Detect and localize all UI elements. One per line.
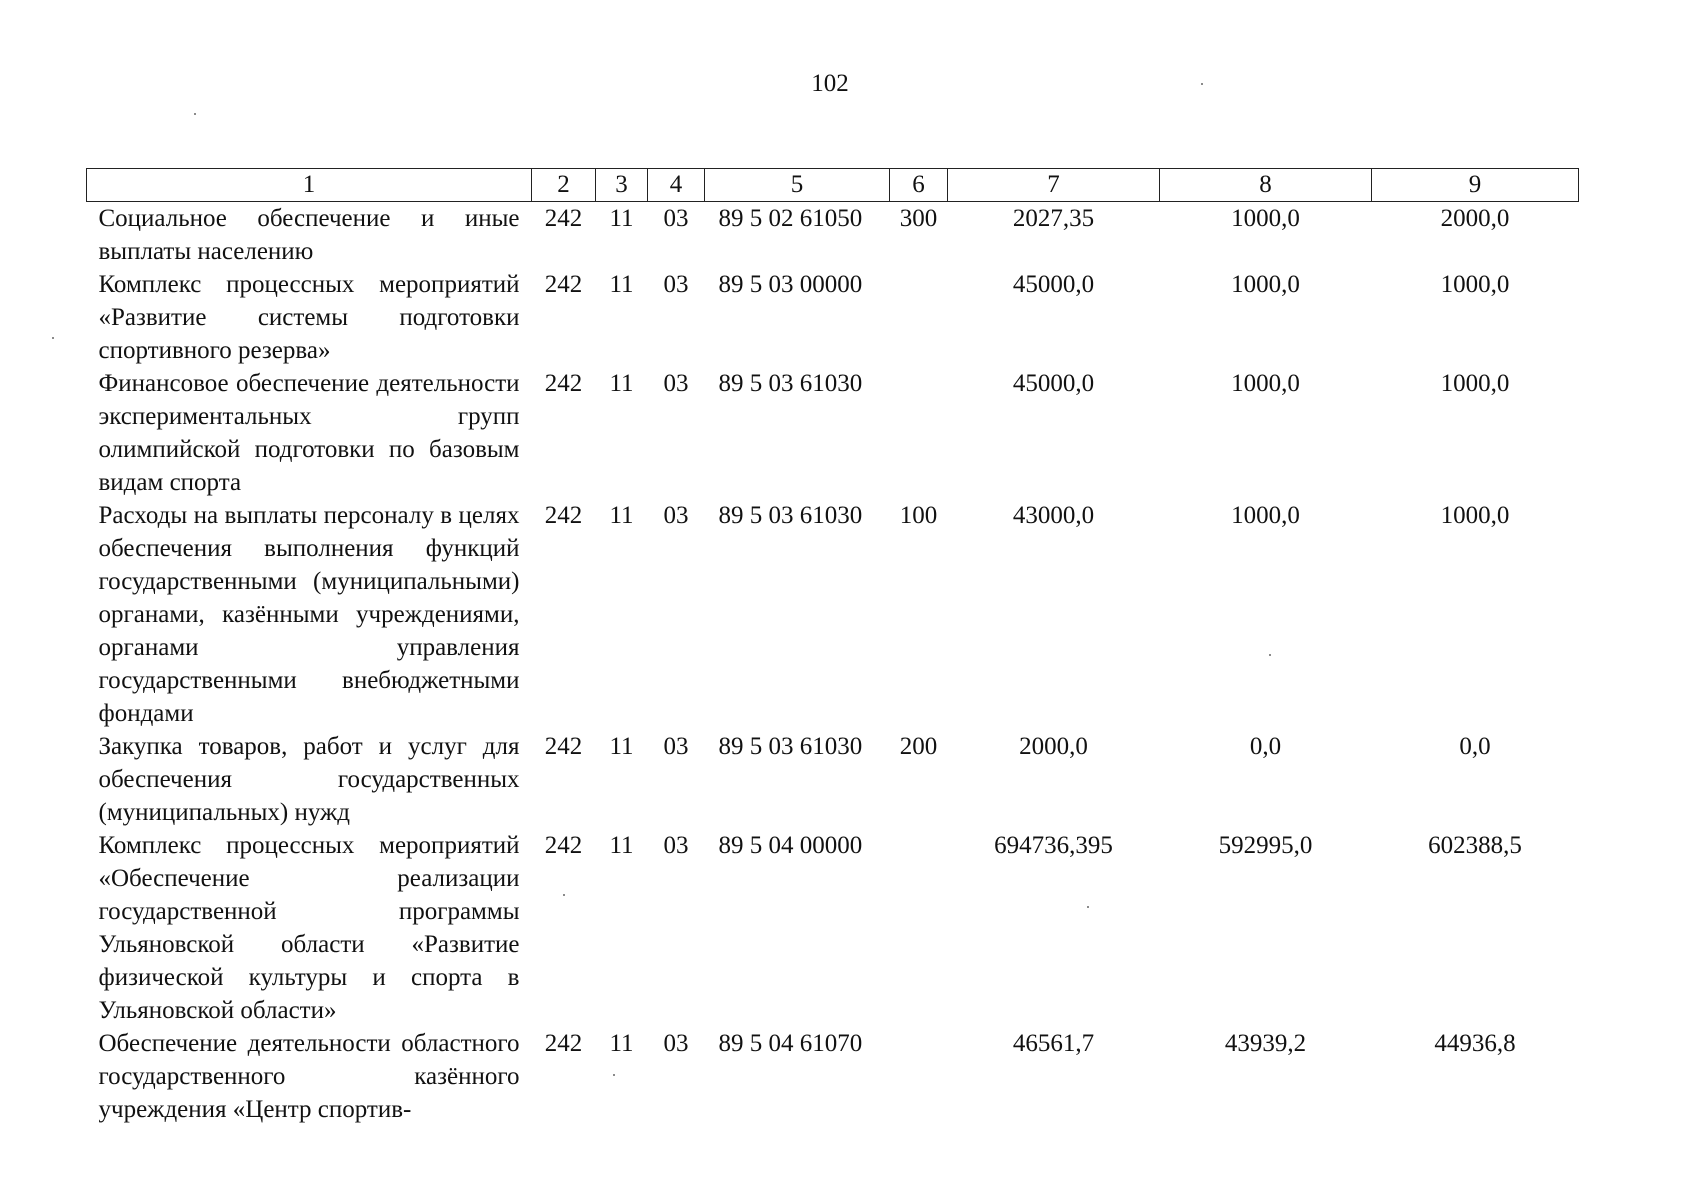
header-col-8: 8 <box>1160 169 1372 202</box>
header-col-5: 5 <box>705 169 890 202</box>
row-col-2: 242 <box>544 370 583 397</box>
row-col-3: 11 <box>609 733 634 760</box>
row-description: Закупка товаров, работ и услуг для обеспечения государственных (муниципальных) нужд <box>98 733 520 826</box>
row-description: Обеспечение деятельности областного государственного казённого учреждения «Центр спортив- <box>98 1030 520 1123</box>
row-col-9: 2000,0 <box>1440 205 1510 232</box>
row-col-6 <box>890 1027 948 1126</box>
row-col-3: 11 <box>609 271 634 298</box>
header-col-3: 3 <box>596 169 648 202</box>
row-description: Расходы на выплаты персоналу в целях обеспечения выполнения функций государственными (муниципальными) органами, казёнными учреждениями, органами управления государственными внебюджетными фондами <box>98 502 520 727</box>
row-col-5: 89 5 04 61070 <box>718 1030 863 1057</box>
page-number: 102 <box>811 70 849 97</box>
row-col-2: 242 <box>544 733 583 760</box>
header-row <box>87 169 1579 202</box>
row-col-6 <box>890 829 948 1027</box>
row-col-4: 03 <box>663 502 689 529</box>
row-col-6 <box>890 367 948 499</box>
row-col-9: 44936,8 <box>1434 1030 1516 1057</box>
row-col-7: 45000,0 <box>1012 271 1095 298</box>
row-col-5: 89 5 03 61030 <box>718 733 863 760</box>
row-col-7: 694736,395 <box>994 832 1113 859</box>
header-col-1: 1 <box>87 169 532 202</box>
row-col-6: 200 <box>899 733 938 760</box>
row-col-9: 602388,5 <box>1428 832 1522 859</box>
scan-speck <box>1269 654 1271 656</box>
row-col-5: 89 5 02 61050 <box>718 205 863 232</box>
row-col-7: 43000,0 <box>1012 502 1095 529</box>
row-col-5: 89 5 03 61030 <box>718 502 863 529</box>
row-col-6: 300 <box>899 205 938 232</box>
row-col-3: 11 <box>609 1030 634 1057</box>
scan-speck <box>1087 906 1089 908</box>
row-col-8: 1000,0 <box>1231 502 1300 529</box>
row-col-6 <box>890 268 948 367</box>
row-col-8: 1000,0 <box>1231 271 1300 298</box>
row-col-4: 03 <box>663 1030 689 1057</box>
row-col-2: 242 <box>544 205 583 232</box>
row-col-4: 03 <box>663 733 689 760</box>
table-row <box>87 268 1579 367</box>
row-col-4: 03 <box>663 271 689 298</box>
table-row <box>87 367 1579 499</box>
row-col-7: 2027,35 <box>1012 205 1095 232</box>
row-description: Финансовое обеспечение деятельности экспериментальных групп олимпийской подготовки по базовым видам спорта <box>98 370 520 496</box>
scan-speck <box>52 337 54 339</box>
scan-speck <box>194 113 196 115</box>
row-col-4: 03 <box>663 205 689 232</box>
row-col-3: 11 <box>609 832 634 859</box>
table-row <box>87 829 1579 1027</box>
table-row <box>87 1027 1579 1126</box>
row-col-8: 1000,0 <box>1231 205 1300 232</box>
table-row <box>87 499 1579 730</box>
row-col-8: 43939,2 <box>1224 1030 1307 1057</box>
row-col-8: 0,0 <box>1249 733 1282 760</box>
table-row <box>87 202 1579 269</box>
table-row <box>87 730 1579 829</box>
row-col-7: 46561,7 <box>1012 1030 1095 1057</box>
header-col-6: 6 <box>890 169 948 202</box>
row-description: Комплекс процессных мероприятий «Развитие системы подготовки спортивного резерва» <box>98 271 520 364</box>
row-col-8: 1000,0 <box>1231 370 1300 397</box>
row-description: Социальное обеспечение и иные выплаты населению <box>98 205 520 265</box>
row-col-5: 89 5 04 00000 <box>718 832 863 859</box>
scan-speck <box>563 894 565 896</box>
header-col-7: 7 <box>948 169 1160 202</box>
row-col-2: 242 <box>544 1030 583 1057</box>
header-col-4: 4 <box>648 169 705 202</box>
row-description: Комплекс процессных мероприятий «Обеспечение реализации государственной программы Ульяновской области «Развитие физической культуры и спорта в Ульяновской области» <box>98 832 520 1024</box>
scan-speck <box>1201 83 1203 85</box>
row-col-8: 592995,0 <box>1218 832 1313 859</box>
budget-table <box>86 168 1579 1126</box>
scan-speck <box>613 1074 615 1076</box>
row-col-5: 89 5 03 61030 <box>718 370 863 397</box>
header-col-2: 2 <box>532 169 596 202</box>
row-col-9: 1000,0 <box>1440 370 1510 397</box>
row-col-9: 1000,0 <box>1440 271 1510 298</box>
row-col-3: 11 <box>609 502 634 529</box>
row-col-2: 242 <box>544 832 583 859</box>
row-col-3: 11 <box>609 370 634 397</box>
row-col-9: 1000,0 <box>1440 502 1510 529</box>
row-col-3: 11 <box>609 205 634 232</box>
row-col-4: 03 <box>663 832 689 859</box>
row-col-2: 242 <box>544 502 583 529</box>
row-col-7: 2000,0 <box>1019 733 1088 760</box>
row-col-7: 45000,0 <box>1012 370 1095 397</box>
row-col-5: 89 5 03 00000 <box>718 271 863 298</box>
row-col-2: 242 <box>544 271 583 298</box>
header-col-9: 9 <box>1372 169 1579 202</box>
row-col-4: 03 <box>663 370 689 397</box>
row-col-6: 100 <box>899 502 938 529</box>
row-col-9: 0,0 <box>1459 733 1491 760</box>
